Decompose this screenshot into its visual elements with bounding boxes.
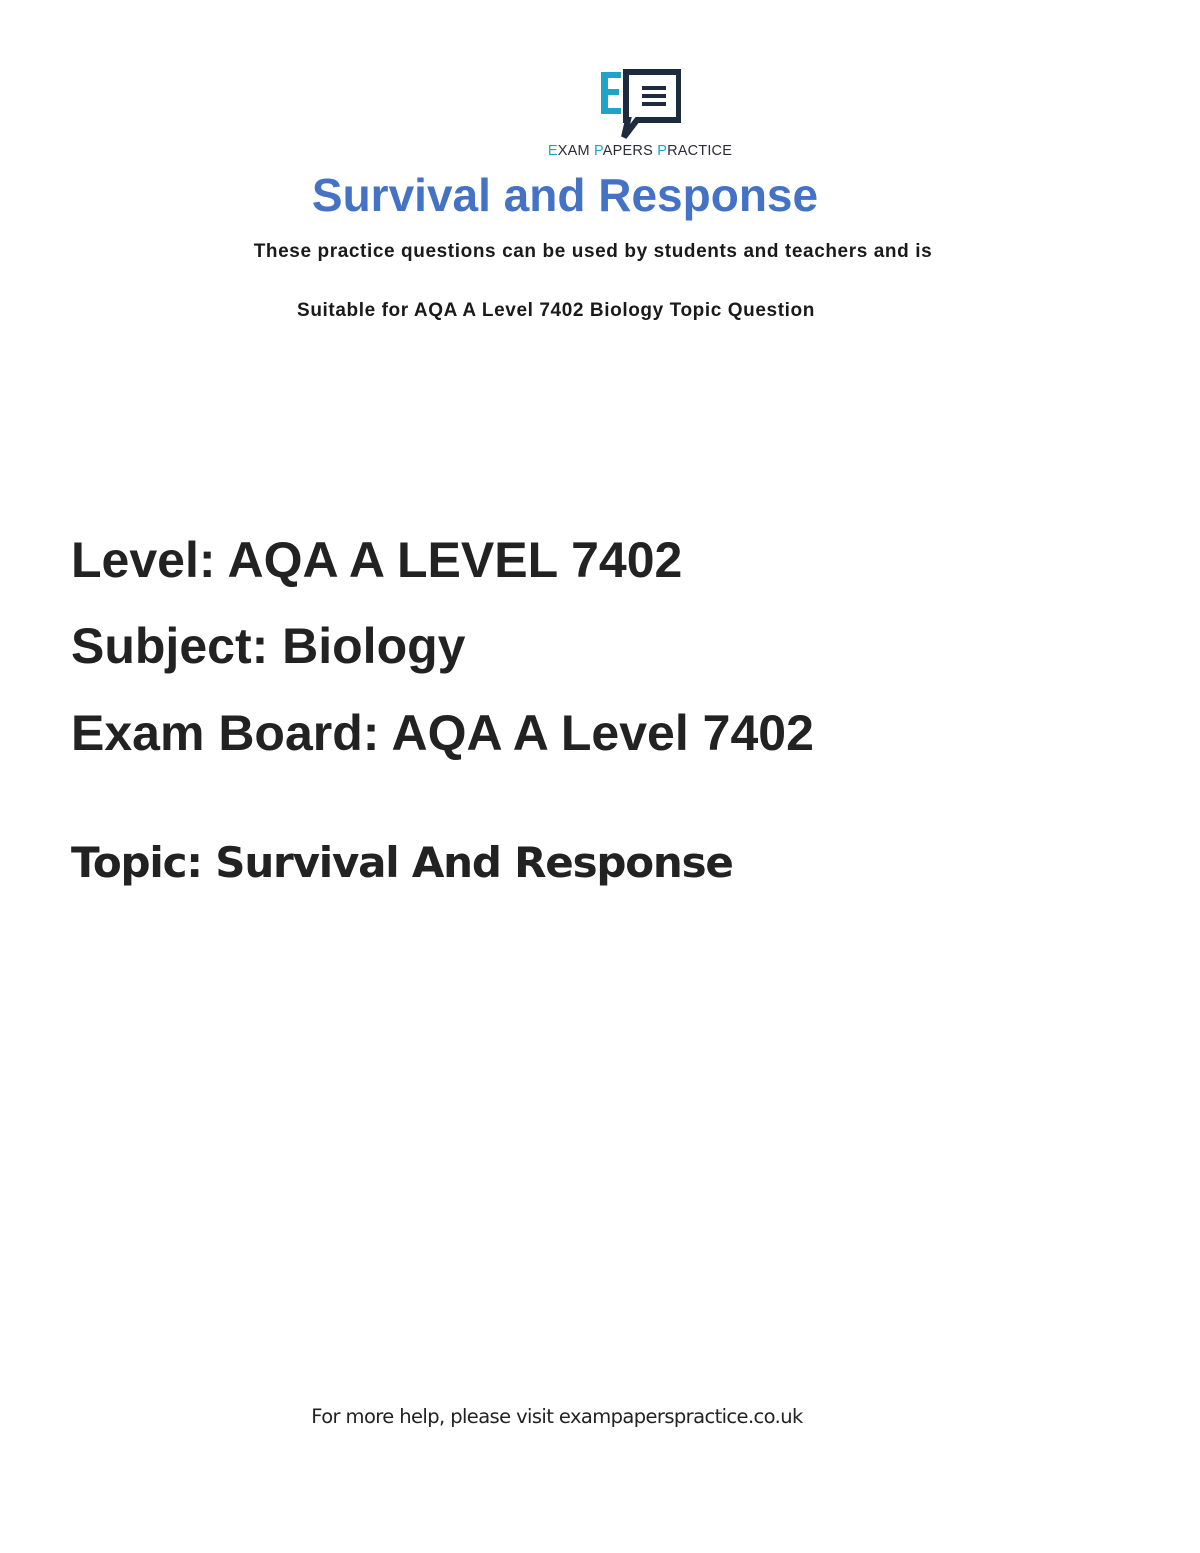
exam-board-heading: Exam Board: AQA A Level 7402 [71, 705, 814, 761]
intro-line-2: Suitable for AQA A Level 7402 Biology Topic Question [297, 300, 815, 321]
exam-papers-practice-logo-icon [599, 68, 681, 140]
intro-line-1: These practice questions can be used by students and teachers and is [253, 241, 933, 262]
topic-heading: Topic: Survival And Response [71, 838, 733, 887]
footer-help-text: For more help, please visit exampaperspractice.co.uk [311, 1405, 803, 1428]
logo [544, 68, 736, 164]
subject-heading: Subject: Biology [71, 618, 466, 674]
logo-wordmark: EXAM PAPERS PRACTICE [547, 143, 733, 159]
page-title: Survival and Response [311, 169, 819, 221]
level-heading: Level: AQA A LEVEL 7402 [71, 532, 683, 588]
